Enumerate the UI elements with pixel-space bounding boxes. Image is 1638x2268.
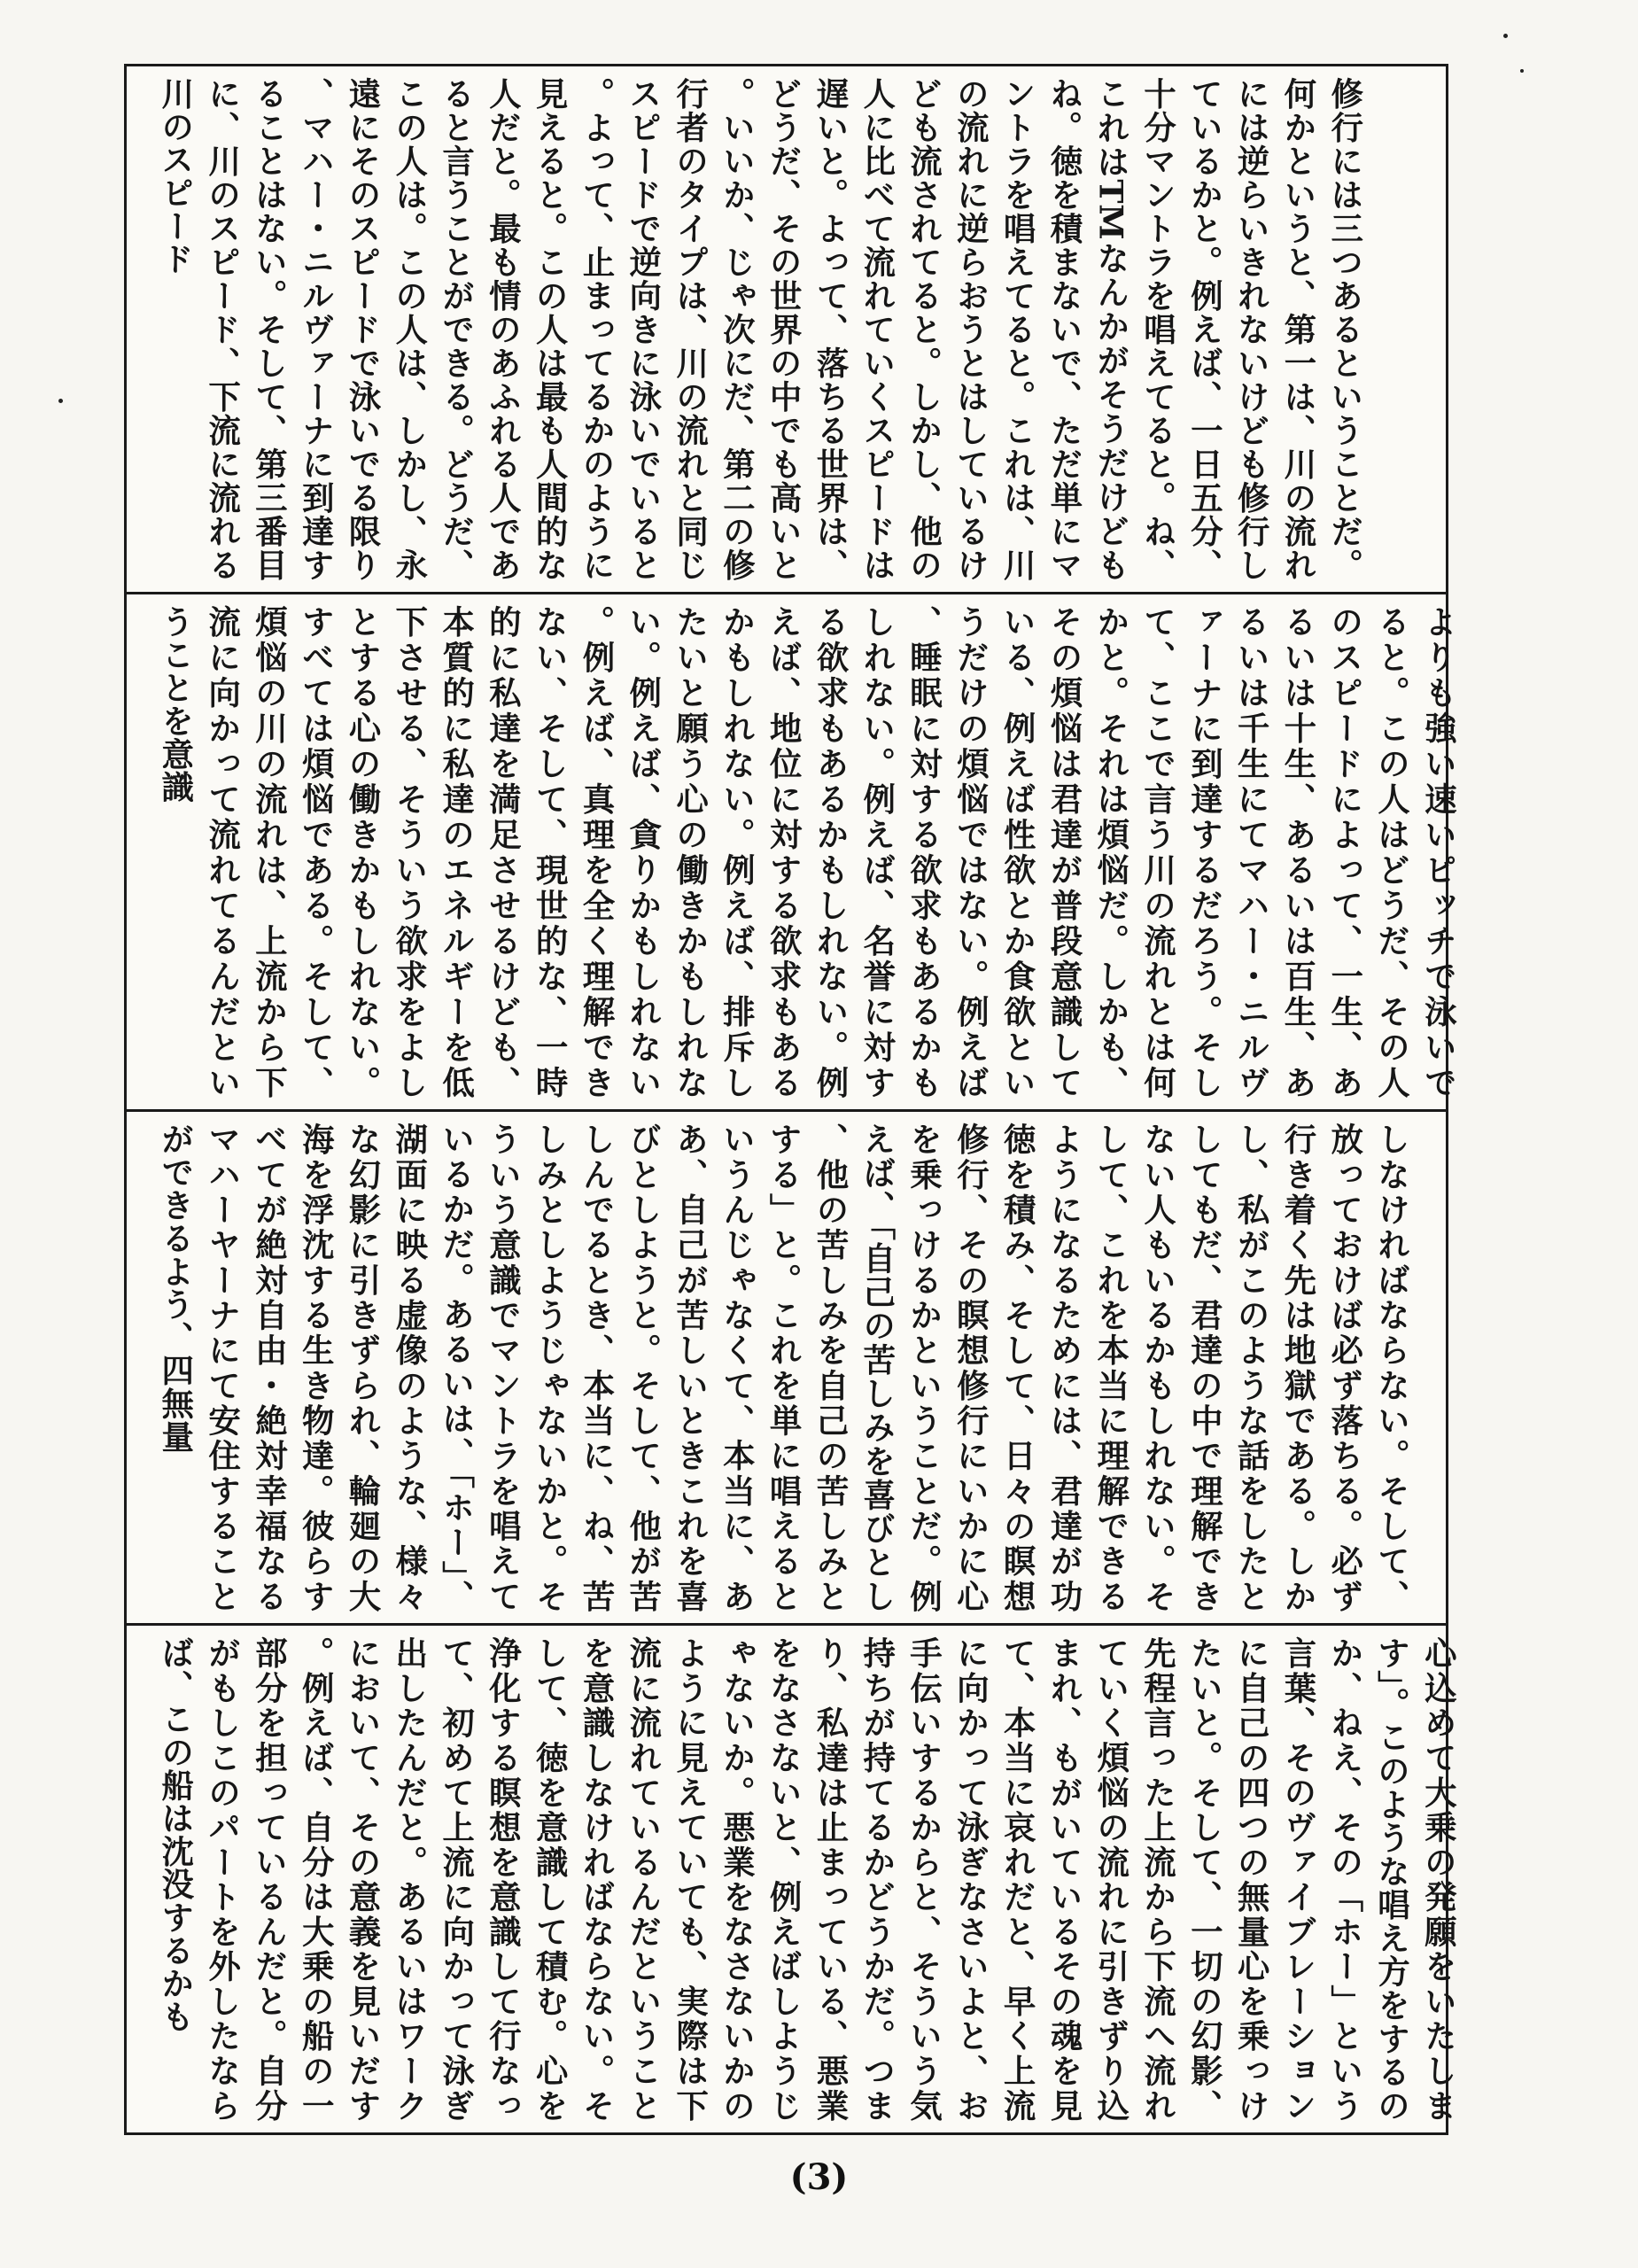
vertical-paragraph: 修行には三つあるということだ。何かというと、第一は、川の流れには逆らいきれないけども修行しているかと。例えば、一日五分、十分マントラを唱えてると。ね、これはTMなんかがそうだけどもね。徳を積まないで、ただ単にマントラを唱えてると。これは、川の流れに逆らおうとはしているけども流されてると。しかし、他の人に比べて流れていくスピードは遅いと。よって、落ちる世界は、どうだ、その世界の中でも高いと。いいか、じゃ次にだ、第二の修行者のタイプは、川の流れと同じスピードで逆向きに泳いでいると。よって、止まってるかのように見えると。この人は最も人間的な人だと。最も情のあふれる人であると言うことができる。どうだ、この人は。この人は、しかし、永遠にそのスピードで泳いでる限り、マハー・ニルヴァーナに到達することはない。そして、第三番目に、川のスピード、下流に流れる川のスピード [156,77,1364,581]
vertical-paragraph: 心込めて大乗の発願をいたします」。このような唱え方をするのか、ねえ、その「ホー」という言葉、そのヴァイブレーションに自己の四つの無量心を乗っけたいと。そして、一切の幻影、先程言った上流から下流へ流れていく煩悩の流れに引きずり込まれ、もがいているその魂を見て、本当に哀れだと、早く上流に向かって泳ぎなさいよと、お手伝いするからと、そういう気持ちが持てるかどうかだ。つまり、私達は止まっている、悪業をなさないと、例えばしようじゃないか。悪業をなさないかのように見えていても、実際は下流に流れているんだということを意識しなければならない。そして、徳を意識して積む。心を浄化する瞑想を意識して行なって、初めて上流に向かって泳ぎ出したんだと。あるいはワークにおいて、その意義を見いだす。例えば、自分は大乗の船の一部分を担っているんだと。自分がもしこのパートを外したならば、この船は沈没するかも [156,1636,1458,2122]
scan-speck [1520,69,1524,73]
text-section-2 [127,594,1458,1112]
text-section-3 [127,1112,1446,1626]
vertical-paragraph: よりも強い速いピッチで泳いでると。この人はどうだ、その人のスピードによって、一生、あるいは十生、あるいは百生、あるいは千生にてマハー・ニルヴァーナに到達するだろう。そして、ここで言う川の流れとは何かと。それは煩悩だ。しかも、その煩悩は君達が普段意識している、例えば性欲とか食欲というだけの煩悩ではない。例えば、睡眠に対する欲求もあるかもしれない。例えば、名誉に対する欲求もあるかもしれない。例えば、地位に対する欲求もあるかもしれない。例えば、排斥したいと願う心の働きかもしれない。例えば、貪りかもしれない。例えば、真理を全く理解できない、そして、現世的な、一時的に私達を満足させるけども、本質的に私達のエネルギーを低下させる、そういう欲求をよしとする心の働きかもしれない。すべては煩悩である。そして、煩悩の川の流れは、上流から下流に向かって流れてるんだということを意識 [156,605,1458,1099]
page-frame [124,64,1458,2135]
text-section-4 [127,1626,1458,2132]
scan-speck [1503,34,1508,38]
scan-speck [58,399,63,403]
page-number: (3) [789,2156,849,2198]
text-section-1 [127,66,1446,594]
vertical-paragraph: しなければならない。そして、放っておけば必ず落ちる。必ず行き着く先は地獄である。しかし、私がこのような話をしたとしてもだ、君達の中で理解できない人もいるかもしれない。そして、これを本当に理解できるようになるためには、君達が功徳を積み、そして、日々の瞑想修行、その瞑想修行にいかに心を乗っけるかということだ。例えば、「自己の苦しみを喜びとし、他の苦しみを自己の苦しみとする」と。これを単に唱えるというんじゃなくて、本当に、ああ、自己が苦しいときこれを喜びとしようと。そして、他が苦しんでるとき、本当に、ね、苦しみとしようじゃないかと。そういう意識でマントラを唱えているかだ。あるいは、「ホー」、湖面に映る虚像のような、様々な幻影に引きずられ、輪廻の大海を浮沈する生き物達。彼らすべてが絶対自由・絶対幸福なるマハーヤーナにて安住することができるよう、四無量 [156,1122,1411,1612]
